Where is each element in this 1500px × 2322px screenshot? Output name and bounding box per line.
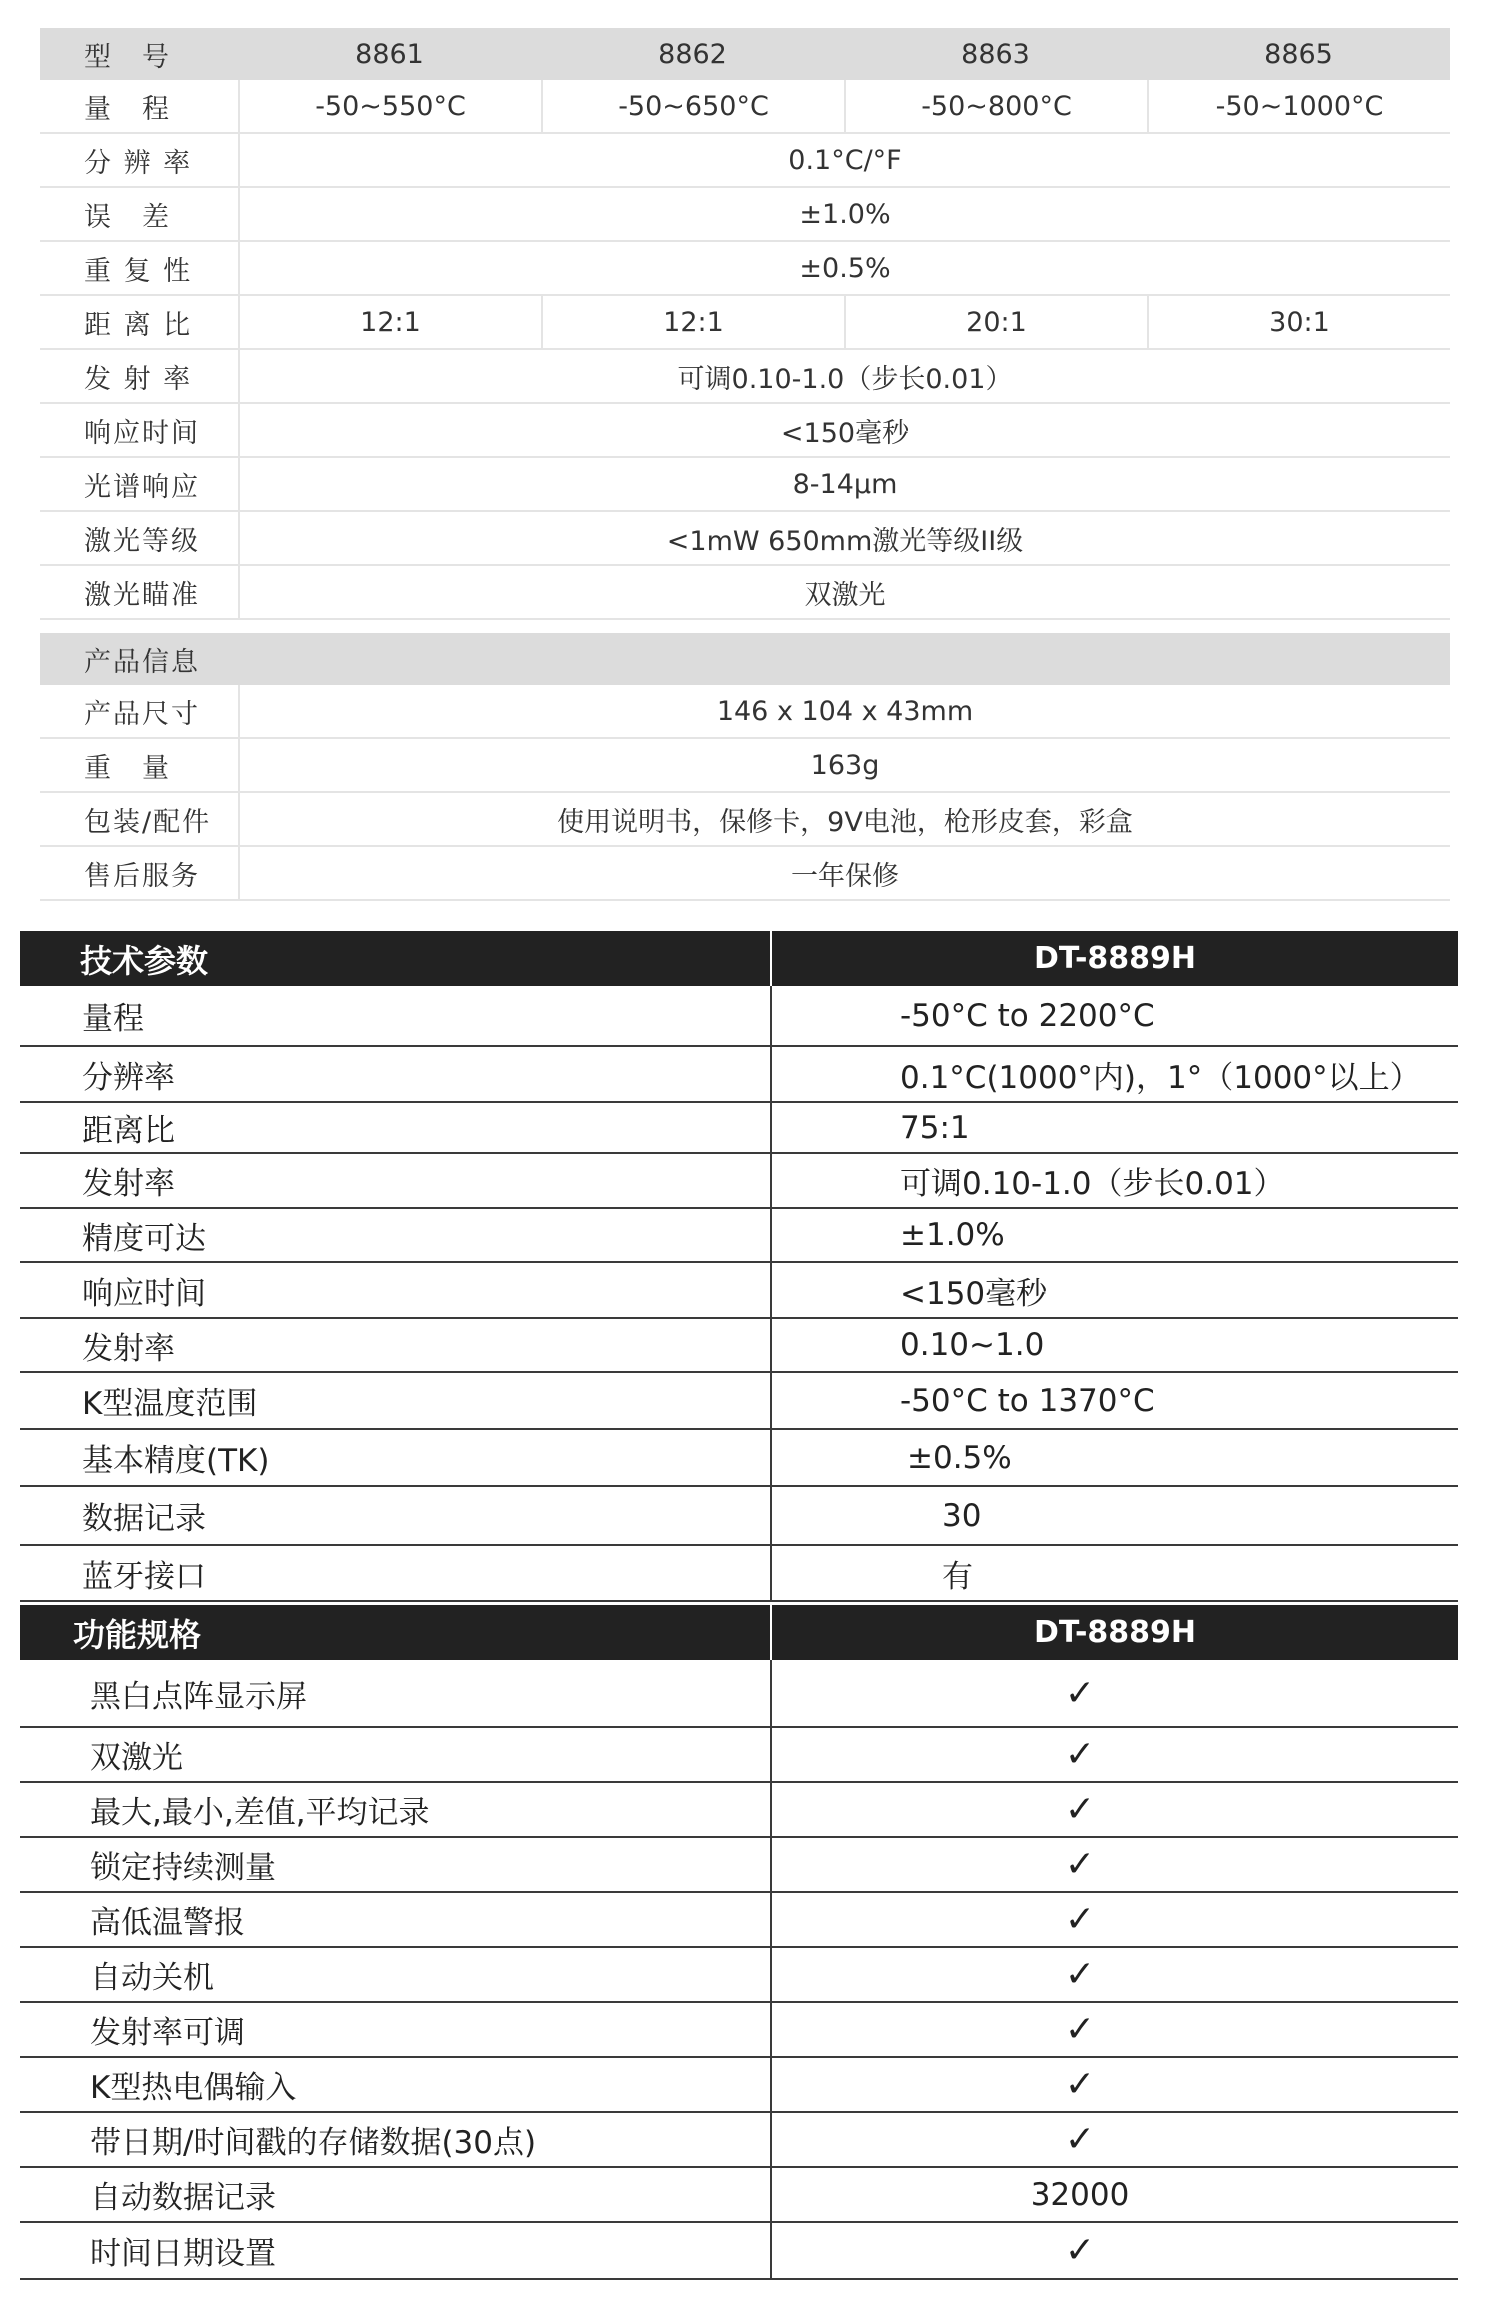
spec-label: 分 辨 率 bbox=[84, 147, 193, 179]
tech-value: -50°C to 2200°C bbox=[900, 997, 1155, 1034]
spec-row-error bbox=[40, 188, 1450, 242]
model-8863: 8863 bbox=[961, 38, 1030, 70]
product-label: 售后服务 bbox=[84, 860, 200, 892]
product-label: 重 量 bbox=[84, 752, 171, 784]
spec-label: 量 程 bbox=[84, 93, 171, 125]
table-row bbox=[20, 2058, 1458, 2113]
feature-label: 锁定持续测量 bbox=[20, 1838, 772, 1891]
tech-value: ±1.0% bbox=[900, 1217, 1005, 1253]
tech-label: 数据记录 bbox=[20, 1487, 772, 1544]
spec-row-repeatability bbox=[40, 242, 1450, 296]
check-icon: ✓ bbox=[1064, 1672, 1096, 1714]
spec-value: <1mW 650mm激光等级II级 bbox=[666, 525, 1024, 557]
spec-value: 12:1 bbox=[360, 306, 421, 338]
tech-label: 响应时间 bbox=[20, 1263, 772, 1317]
check-icon: ✓ bbox=[1064, 1789, 1096, 1830]
table-row bbox=[20, 1660, 1458, 1728]
product-label: 包装/配件 bbox=[84, 806, 212, 838]
spec-label: 激光等级 bbox=[84, 525, 200, 557]
table-row bbox=[20, 2113, 1458, 2168]
tech-value: 0.1°C(1000°内)，1°（1000°以上） bbox=[900, 1059, 1421, 1096]
product-value: 163g bbox=[810, 749, 880, 781]
feature-value: 32000 bbox=[1030, 2176, 1130, 2213]
product-value: 使用说明书，保修卡，9V电池，枪形皮套，彩盒 bbox=[557, 806, 1133, 838]
feature-label: 双激光 bbox=[20, 1728, 772, 1781]
spec-value: ±1.0% bbox=[799, 198, 891, 230]
product-value: 一年保修 bbox=[791, 860, 899, 892]
spec-row-distance-ratio bbox=[40, 296, 1450, 350]
table-row bbox=[20, 1430, 1458, 1487]
table-row bbox=[20, 1103, 1458, 1154]
tech-header-model: DT-8889H bbox=[1033, 941, 1196, 976]
tech-header-row bbox=[20, 931, 1458, 986]
check-icon: ✓ bbox=[1064, 2064, 1096, 2105]
check-icon: ✓ bbox=[1064, 1899, 1096, 1940]
table-row bbox=[20, 1319, 1458, 1373]
table-row bbox=[20, 1783, 1458, 1838]
spec-row-laser-aiming bbox=[40, 566, 1450, 620]
feature-label: K型热电偶输入 bbox=[20, 2058, 772, 2111]
feature-label: 自动数据记录 bbox=[20, 2168, 772, 2221]
spec-label: 发 射 率 bbox=[84, 363, 193, 395]
spec-value: 8-14μm bbox=[792, 468, 898, 500]
product-info-title: 产品信息 bbox=[84, 646, 200, 678]
tech-header-title: 技术参数 bbox=[20, 931, 772, 986]
spec-row-resolution bbox=[40, 134, 1450, 188]
table-row bbox=[20, 1263, 1458, 1319]
spec-row-response-time bbox=[40, 404, 1450, 458]
table-row bbox=[20, 1546, 1458, 1602]
tech-value: 75:1 bbox=[900, 1109, 970, 1146]
table-row bbox=[20, 1728, 1458, 1783]
spec-value: <150毫秒 bbox=[780, 417, 910, 449]
spec-value: ±0.5% bbox=[799, 252, 891, 284]
table-row bbox=[20, 1209, 1458, 1263]
product-row-service bbox=[40, 847, 1450, 901]
spec-label: 重 复 性 bbox=[84, 255, 193, 287]
product-value: 146 x 104 x 43mm bbox=[716, 695, 974, 727]
spec-value: -50~650°C bbox=[541, 80, 844, 132]
spec-label: 响应时间 bbox=[84, 417, 200, 449]
feature-label: 带日期/时间戳的存储数据(30点) bbox=[20, 2113, 772, 2166]
product-row-size bbox=[40, 685, 1450, 739]
feature-label: 时间日期设置 bbox=[20, 2223, 772, 2278]
tech-value: -50°C to 1370°C bbox=[900, 1382, 1155, 1419]
tech-value: 可调0.10-1.0（步长0.01） bbox=[900, 1166, 1285, 1202]
spec-value: -50~550°C bbox=[315, 90, 466, 122]
spec-value: 可调0.10-1.0（步长0.01） bbox=[677, 363, 1013, 395]
feature-label: 黑白点阵显示屏 bbox=[20, 1660, 772, 1726]
table-row bbox=[20, 1047, 1458, 1103]
spec-header-row bbox=[40, 28, 1450, 80]
product-label: 产品尺寸 bbox=[84, 698, 200, 730]
spec-label: 光谱响应 bbox=[84, 471, 200, 503]
spec-value: 双激光 bbox=[804, 579, 886, 611]
tech-params-table bbox=[20, 931, 1458, 1602]
check-icon: ✓ bbox=[1064, 2009, 1096, 2050]
check-icon: ✓ bbox=[1064, 1954, 1096, 1995]
model-8862: 8862 bbox=[658, 38, 727, 70]
model-8861: 8861 bbox=[355, 38, 424, 70]
product-row-weight bbox=[40, 739, 1450, 793]
tech-value: ±0.5% bbox=[907, 1439, 1012, 1476]
spec-label: 激光瞄准 bbox=[84, 579, 200, 611]
feature-label: 自动关机 bbox=[20, 1948, 772, 2001]
table-row bbox=[20, 1893, 1458, 1948]
tech-value: 30 bbox=[942, 1497, 982, 1534]
spec-value: 20:1 bbox=[844, 296, 1147, 348]
spec-value: 30:1 bbox=[1147, 296, 1450, 348]
feature-label: 发射率可调 bbox=[20, 2003, 772, 2056]
feature-header-title: 功能规格 bbox=[20, 1605, 772, 1660]
spec-value: -50~1000°C bbox=[1147, 80, 1450, 132]
tech-label: 基本精度(TK) bbox=[20, 1430, 772, 1485]
feature-spec-table bbox=[20, 1605, 1458, 2280]
table-row bbox=[20, 986, 1458, 1047]
spec-table bbox=[40, 28, 1450, 901]
table-row bbox=[20, 2003, 1458, 2058]
table-row bbox=[20, 1373, 1458, 1430]
spec-label: 误 差 bbox=[84, 201, 171, 233]
spec-label: 距 离 比 bbox=[84, 309, 193, 341]
tech-value: 0.10~1.0 bbox=[900, 1327, 1045, 1363]
table-row bbox=[20, 1948, 1458, 2003]
tech-label: 精度可达 bbox=[20, 1209, 772, 1261]
tech-label: K型温度范围 bbox=[20, 1373, 772, 1428]
table-row bbox=[20, 1487, 1458, 1546]
feature-header-row bbox=[20, 1605, 1458, 1660]
tech-label: 发射率 bbox=[20, 1319, 772, 1371]
spec-value: 12:1 bbox=[541, 296, 844, 348]
model-8865: 8865 bbox=[1264, 38, 1333, 70]
spec-value: 0.1°C/°F bbox=[788, 144, 902, 176]
tech-label: 量程 bbox=[20, 986, 772, 1045]
check-icon: ✓ bbox=[1064, 1844, 1096, 1885]
table-row bbox=[20, 2168, 1458, 2223]
feature-label: 高低温警报 bbox=[20, 1893, 772, 1946]
check-icon: ✓ bbox=[1064, 1734, 1096, 1775]
spec-row-range bbox=[40, 80, 1450, 134]
tech-label: 发射率 bbox=[20, 1154, 772, 1207]
tech-label: 分辨率 bbox=[20, 1047, 772, 1101]
feature-header-model: DT-8889H bbox=[1033, 1615, 1196, 1650]
tech-value: <150毫秒 bbox=[900, 1275, 1048, 1312]
tech-value: 有 bbox=[942, 1558, 973, 1595]
feature-label: 最大,最小,差值,平均记录 bbox=[20, 1783, 772, 1836]
spec-row-emissivity bbox=[40, 350, 1450, 404]
spec-header-label: 型 号 bbox=[84, 41, 171, 73]
table-row bbox=[20, 2223, 1458, 2280]
check-icon: ✓ bbox=[1064, 2119, 1096, 2160]
table-row bbox=[20, 1838, 1458, 1893]
spec-row-laser-class bbox=[40, 512, 1450, 566]
spec-value: -50~800°C bbox=[844, 80, 1147, 132]
tech-label: 蓝牙接口 bbox=[20, 1546, 772, 1600]
tech-label: 距离比 bbox=[20, 1103, 772, 1152]
product-info-header bbox=[40, 633, 1450, 685]
table-row bbox=[20, 1154, 1458, 1209]
check-icon: ✓ bbox=[1064, 2230, 1096, 2271]
product-row-package bbox=[40, 793, 1450, 847]
spec-row-spectral-response bbox=[40, 458, 1450, 512]
